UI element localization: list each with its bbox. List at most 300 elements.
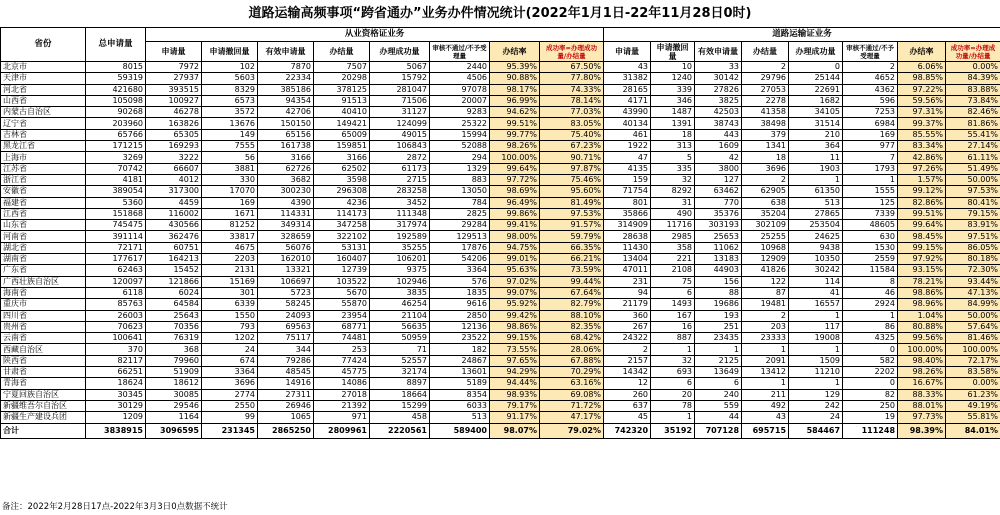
value-cell: 23435: [695, 333, 742, 344]
value-cell: 169: [843, 129, 898, 140]
value-cell: 5: [651, 152, 695, 163]
value-cell: 24867: [430, 355, 490, 366]
table-row: [1, 333, 1000, 344]
value-cell: 12: [604, 378, 651, 389]
value-cell: 2985: [651, 231, 695, 242]
value-cell: 31: [651, 197, 695, 208]
value-cell: 35204: [742, 208, 789, 219]
value-cell: 3452: [370, 197, 430, 208]
value-cell: 99.07%: [490, 287, 540, 298]
value-cell: 360: [604, 310, 651, 321]
value-cell: 6573: [202, 95, 258, 106]
value-cell: 88.33%: [898, 389, 946, 400]
value-cell: 27053: [742, 84, 789, 95]
value-cell: 82.46%: [946, 107, 1000, 118]
value-cell: 2809961: [314, 423, 370, 438]
value-cell: 24: [202, 344, 258, 355]
value-cell: 114331: [258, 208, 314, 219]
value-cell: 111348: [370, 208, 430, 219]
value-cell: 151868: [86, 208, 146, 219]
value-cell: 42503: [695, 107, 742, 118]
value-cell: 88.10%: [540, 310, 604, 321]
value-cell: 85.55%: [898, 129, 946, 140]
value-cell: 203: [742, 321, 789, 332]
value-cell: 88: [695, 287, 742, 298]
province-cell: 云南省: [1, 333, 86, 344]
value-cell: 253: [314, 344, 370, 355]
value-cell: 3364: [202, 367, 258, 378]
table-row: [1, 141, 1000, 152]
value-cell: 2: [843, 62, 898, 73]
value-cell: 43: [742, 412, 789, 423]
value-cell: 24: [789, 412, 843, 423]
value-cell: 193: [695, 310, 742, 321]
value-cell: 69563: [258, 321, 314, 332]
value-cell: 98.85%: [898, 73, 946, 84]
value-cell: 385186: [258, 84, 314, 95]
province-cell: 四川省: [1, 310, 86, 321]
province-cell: 北京市: [1, 62, 86, 73]
value-cell: 73.55%: [490, 344, 540, 355]
value-cell: 887: [651, 333, 695, 344]
col-header-g2-valid-applications: 有效申请量: [695, 42, 742, 62]
value-cell: 95.92%: [490, 299, 540, 310]
value-cell: 576: [430, 276, 490, 287]
value-cell: 79.17%: [490, 400, 540, 411]
value-cell: 1164: [146, 412, 202, 423]
value-cell: 11584: [843, 265, 898, 276]
value-cell: 2: [742, 62, 789, 73]
value-cell: 1: [742, 378, 789, 389]
value-cell: 98.45%: [898, 231, 946, 242]
value-cell: 99: [202, 412, 258, 423]
value-cell: 28165: [604, 84, 651, 95]
value-cell: 83.91%: [946, 220, 1000, 231]
value-cell: 344: [258, 344, 314, 355]
value-cell: 51.49%: [946, 163, 1000, 174]
value-cell: 29284: [430, 220, 490, 231]
value-cell: 59.79%: [540, 231, 604, 242]
value-cell: 1329: [430, 163, 490, 174]
value-cell: 11430: [604, 242, 651, 253]
value-cell: 1: [651, 412, 695, 423]
value-cell: 4325: [843, 333, 898, 344]
value-cell: 26003: [86, 310, 146, 321]
value-cell: 6.06%: [898, 62, 946, 73]
province-cell: 黑龙江省: [1, 141, 86, 152]
value-cell: 6: [695, 378, 742, 389]
value-cell: 98.86%: [490, 321, 540, 332]
table-row: [1, 208, 1000, 219]
value-cell: 106201: [370, 254, 430, 265]
value-cell: 73.59%: [540, 265, 604, 276]
value-cell: 83.58%: [946, 367, 1000, 378]
value-cell: 47011: [604, 265, 651, 276]
value-cell: 2440: [430, 62, 490, 73]
footnote: 备注：2022年2月28日17点-2022年3月3日0点数据不统计: [2, 502, 228, 512]
value-cell: 103522: [314, 276, 370, 287]
value-cell: 25643: [146, 310, 202, 321]
value-cell: 71: [370, 344, 430, 355]
total-row: [1, 423, 1000, 438]
value-cell: 100.00%: [490, 152, 540, 163]
col-header-g2-success-rate: 成功率=办理成功量/办结量: [946, 42, 1000, 62]
value-cell: 56: [202, 152, 258, 163]
value-cell: 6033: [430, 400, 490, 411]
value-cell: 18624: [86, 378, 146, 389]
value-cell: 2131: [202, 265, 258, 276]
value-cell: 83.88%: [946, 84, 1000, 95]
value-cell: 96.99%: [490, 95, 540, 106]
value-cell: 72171: [86, 242, 146, 253]
value-cell: 45775: [314, 367, 370, 378]
value-cell: 35255: [370, 242, 430, 253]
value-cell: 47: [604, 152, 651, 163]
value-cell: 98.69%: [490, 186, 540, 197]
value-cell: 742320: [604, 423, 651, 438]
value-cell: 2850: [430, 310, 490, 321]
value-cell: 745475: [86, 220, 146, 231]
value-cell: 98.26%: [898, 367, 946, 378]
value-cell: 67.64%: [540, 287, 604, 298]
value-cell: 30129: [86, 400, 146, 411]
value-cell: 83.34%: [898, 141, 946, 152]
value-cell: 2774: [202, 389, 258, 400]
col-header-g2-withdrawn: 申请撤回量: [651, 42, 695, 62]
value-cell: 31127: [370, 107, 430, 118]
value-cell: 281047: [370, 84, 430, 95]
value-cell: 78.21%: [898, 276, 946, 287]
value-cell: 55.81%: [946, 412, 1000, 423]
value-cell: 122: [742, 276, 789, 287]
value-cell: 1555: [843, 186, 898, 197]
value-cell: 91.17%: [490, 412, 540, 423]
value-cell: 97.31%: [898, 107, 946, 118]
province-cell: 内蒙古自治区: [1, 107, 86, 118]
table-row: [1, 174, 1000, 185]
value-cell: 67.23%: [540, 141, 604, 152]
value-cell: 82.79%: [540, 299, 604, 310]
value-cell: 66.21%: [540, 254, 604, 265]
value-cell: 22691: [789, 84, 843, 95]
value-cell: 1922: [604, 141, 651, 152]
value-cell: 25322: [430, 118, 490, 129]
value-cell: 2108: [651, 265, 695, 276]
value-cell: 32174: [370, 367, 430, 378]
value-cell: 79286: [258, 355, 314, 366]
value-cell: 171215: [86, 141, 146, 152]
value-cell: 22334: [258, 73, 314, 84]
value-cell: 339: [651, 84, 695, 95]
value-cell: 86.05%: [946, 242, 1000, 253]
value-cell: 42: [695, 152, 742, 163]
value-cell: 18: [651, 129, 695, 140]
value-cell: 17070: [202, 186, 258, 197]
value-cell: 41826: [742, 265, 789, 276]
value-cell: 630: [843, 231, 898, 242]
value-cell: 97.53%: [946, 186, 1000, 197]
value-cell: 90268: [86, 107, 146, 118]
province-cell: 江苏省: [1, 163, 86, 174]
value-cell: 99.51%: [490, 118, 540, 129]
table-row: [1, 186, 1000, 197]
value-cell: 21179: [604, 299, 651, 310]
value-cell: 111248: [843, 423, 898, 438]
value-cell: 221: [651, 254, 695, 265]
value-cell: 97.26%: [898, 163, 946, 174]
value-cell: 11062: [695, 242, 742, 253]
value-cell: 2550: [202, 400, 258, 411]
value-cell: 26946: [258, 400, 314, 411]
value-cell: 3838915: [86, 423, 146, 438]
value-cell: 322102: [314, 231, 370, 242]
value-cell: 42706: [258, 107, 314, 118]
value-cell: 77424: [314, 355, 370, 366]
value-cell: 1: [789, 344, 843, 355]
value-cell: 5067: [370, 62, 430, 73]
value-cell: 81.49%: [540, 197, 604, 208]
value-cell: 1: [651, 344, 695, 355]
col-header-g1-completed: 办结量: [314, 42, 370, 62]
value-cell: 2559: [843, 254, 898, 265]
value-cell: 6339: [202, 299, 258, 310]
value-cell: 83.05%: [540, 118, 604, 129]
value-cell: 317300: [146, 186, 202, 197]
value-cell: 1493: [651, 299, 695, 310]
value-cell: 430566: [146, 220, 202, 231]
value-cell: 66251: [86, 367, 146, 378]
value-cell: 1341: [742, 141, 789, 152]
value-cell: 99.77%: [490, 129, 540, 140]
value-cell: 42.86%: [898, 152, 946, 163]
value-cell: 31382: [604, 73, 651, 84]
value-cell: 7870: [258, 62, 314, 73]
value-cell: 49.19%: [946, 400, 1000, 411]
province-cell: 山东省: [1, 220, 86, 231]
value-cell: 19686: [695, 299, 742, 310]
value-cell: 7: [843, 152, 898, 163]
value-cell: 97.51%: [946, 231, 1000, 242]
value-cell: 67.50%: [540, 62, 604, 73]
value-cell: 8292: [651, 186, 695, 197]
value-cell: 99.51%: [898, 208, 946, 219]
value-cell: 98.40%: [898, 355, 946, 366]
value-cell: 99.01%: [490, 254, 540, 265]
province-cell: 安徽省: [1, 186, 86, 197]
value-cell: 251: [695, 321, 742, 332]
value-cell: 883: [430, 174, 490, 185]
value-cell: 99.15%: [898, 242, 946, 253]
value-cell: 210: [789, 129, 843, 140]
value-cell: 94.75%: [490, 242, 540, 253]
value-cell: 70356: [146, 321, 202, 332]
table-row: [1, 73, 1000, 84]
value-cell: 1682: [789, 95, 843, 106]
value-cell: 15792: [370, 73, 430, 84]
value-cell: 62726: [258, 163, 314, 174]
value-cell: 102: [202, 62, 258, 73]
value-cell: 6984: [843, 118, 898, 129]
value-cell: 63462: [695, 186, 742, 197]
col-header-g2-successful: 办理成功量: [789, 42, 843, 62]
value-cell: 267: [604, 321, 651, 332]
value-cell: 120097: [86, 276, 146, 287]
value-cell: 364: [789, 141, 843, 152]
value-cell: 4506: [430, 73, 490, 84]
value-cell: 63.16%: [540, 378, 604, 389]
value-cell: 98.86%: [898, 287, 946, 298]
value-cell: 44903: [695, 265, 742, 276]
group-qualification-header: 从业资格证业务: [146, 28, 604, 42]
value-cell: 94.29%: [490, 367, 540, 378]
value-cell: 80.41%: [946, 197, 1000, 208]
value-cell: 75117: [258, 333, 314, 344]
value-cell: 43990: [604, 107, 651, 118]
value-cell: 2: [604, 344, 651, 355]
value-cell: 95.63%: [490, 265, 540, 276]
value-cell: 62463: [86, 265, 146, 276]
value-cell: 14916: [258, 378, 314, 389]
value-cell: 3364: [430, 265, 490, 276]
value-cell: 163826: [146, 118, 202, 129]
value-cell: 3696: [202, 378, 258, 389]
value-cell: 114173: [314, 208, 370, 219]
value-cell: 7507: [314, 62, 370, 73]
value-cell: 99.64%: [490, 163, 540, 174]
value-cell: 59319: [86, 73, 146, 84]
province-cell: 吉林省: [1, 129, 86, 140]
value-cell: 162010: [258, 254, 314, 265]
value-cell: 4390: [258, 197, 314, 208]
value-cell: 4362: [843, 84, 898, 95]
value-cell: 8329: [202, 84, 258, 95]
value-cell: 31514: [789, 118, 843, 129]
province-cell: 陕西省: [1, 355, 86, 366]
value-cell: 7339: [843, 208, 898, 219]
value-cell: 8354: [430, 389, 490, 400]
value-cell: 25653: [695, 231, 742, 242]
value-cell: 3696: [742, 163, 789, 174]
value-cell: 9438: [789, 242, 843, 253]
value-cell: 48545: [258, 367, 314, 378]
value-cell: 55870: [314, 299, 370, 310]
value-cell: 393515: [146, 84, 202, 95]
province-cell: 湖南省: [1, 254, 86, 265]
value-cell: 1835: [430, 287, 490, 298]
value-cell: 100.00%: [946, 344, 1000, 355]
value-cell: 21104: [370, 310, 430, 321]
province-cell: 湖北省: [1, 242, 86, 253]
value-cell: 317974: [370, 220, 430, 231]
value-cell: 1: [843, 310, 898, 321]
value-cell: 3166: [314, 152, 370, 163]
value-cell: 1391: [651, 118, 695, 129]
value-cell: 94.44%: [490, 378, 540, 389]
value-cell: 20007: [430, 95, 490, 106]
value-cell: 169: [202, 197, 258, 208]
table-row: [1, 118, 1000, 129]
table-row: [1, 378, 1000, 389]
value-cell: 78: [651, 400, 695, 411]
value-cell: 161738: [258, 141, 314, 152]
value-cell: 19481: [742, 299, 789, 310]
value-cell: 13321: [258, 265, 314, 276]
value-cell: 1530: [843, 242, 898, 253]
value-cell: 125: [843, 197, 898, 208]
col-header-g1-rejected: 审核不通过/不予受理量: [430, 42, 490, 62]
value-cell: 164213: [146, 254, 202, 265]
value-cell: 3166: [258, 152, 314, 163]
value-cell: 2203: [202, 254, 258, 265]
value-cell: 34105: [789, 107, 843, 118]
value-cell: 64584: [146, 299, 202, 310]
value-cell: 2278: [742, 95, 789, 106]
value-cell: 18: [742, 152, 789, 163]
value-cell: 4236: [314, 197, 370, 208]
value-cell: 35192: [651, 423, 695, 438]
value-cell: 73.84%: [946, 95, 1000, 106]
value-cell: 378125: [314, 84, 370, 95]
value-cell: 1.57%: [898, 174, 946, 185]
value-cell: 2202: [843, 367, 898, 378]
value-cell: 2872: [370, 152, 430, 163]
value-cell: 0: [789, 62, 843, 73]
value-cell: 421680: [86, 84, 146, 95]
value-cell: 47.17%: [540, 412, 604, 423]
value-cell: 27311: [258, 389, 314, 400]
value-cell: 695715: [742, 423, 789, 438]
province-cell: 广东省: [1, 265, 86, 276]
value-cell: 461: [604, 129, 651, 140]
province-cell: 河南省: [1, 231, 86, 242]
value-cell: 6: [651, 287, 695, 298]
value-cell: 13183: [695, 254, 742, 265]
value-cell: 16: [651, 321, 695, 332]
province-cell: 新疆生产建设兵团: [1, 412, 86, 423]
value-cell: 13050: [430, 186, 490, 197]
value-cell: 977: [843, 141, 898, 152]
value-cell: 20: [651, 389, 695, 400]
value-cell: 48605: [843, 220, 898, 231]
value-cell: 971: [314, 412, 370, 423]
value-cell: 79.02%: [540, 423, 604, 438]
value-cell: 20298: [314, 73, 370, 84]
value-cell: 13601: [430, 367, 490, 378]
value-cell: 3572: [202, 107, 258, 118]
value-cell: 65009: [314, 129, 370, 140]
value-cell: 99.64%: [898, 220, 946, 231]
value-cell: 86: [843, 321, 898, 332]
value-cell: 4652: [843, 73, 898, 84]
value-cell: 85763: [86, 299, 146, 310]
value-cell: 47.13%: [946, 287, 1000, 298]
value-cell: 10968: [742, 242, 789, 253]
value-cell: 6: [651, 378, 695, 389]
value-cell: 1240: [651, 73, 695, 84]
value-cell: 77.80%: [540, 73, 604, 84]
value-cell: 54206: [430, 254, 490, 265]
value-cell: 46254: [370, 299, 430, 310]
value-cell: 114: [789, 276, 843, 287]
value-cell: 105098: [86, 95, 146, 106]
value-cell: 637: [604, 400, 651, 411]
value-cell: 84.99%: [946, 299, 1000, 310]
value-cell: 2825: [430, 208, 490, 219]
value-cell: 1: [789, 310, 843, 321]
value-cell: 1609: [695, 141, 742, 152]
value-cell: 100641: [86, 333, 146, 344]
value-cell: 4181: [86, 174, 146, 185]
